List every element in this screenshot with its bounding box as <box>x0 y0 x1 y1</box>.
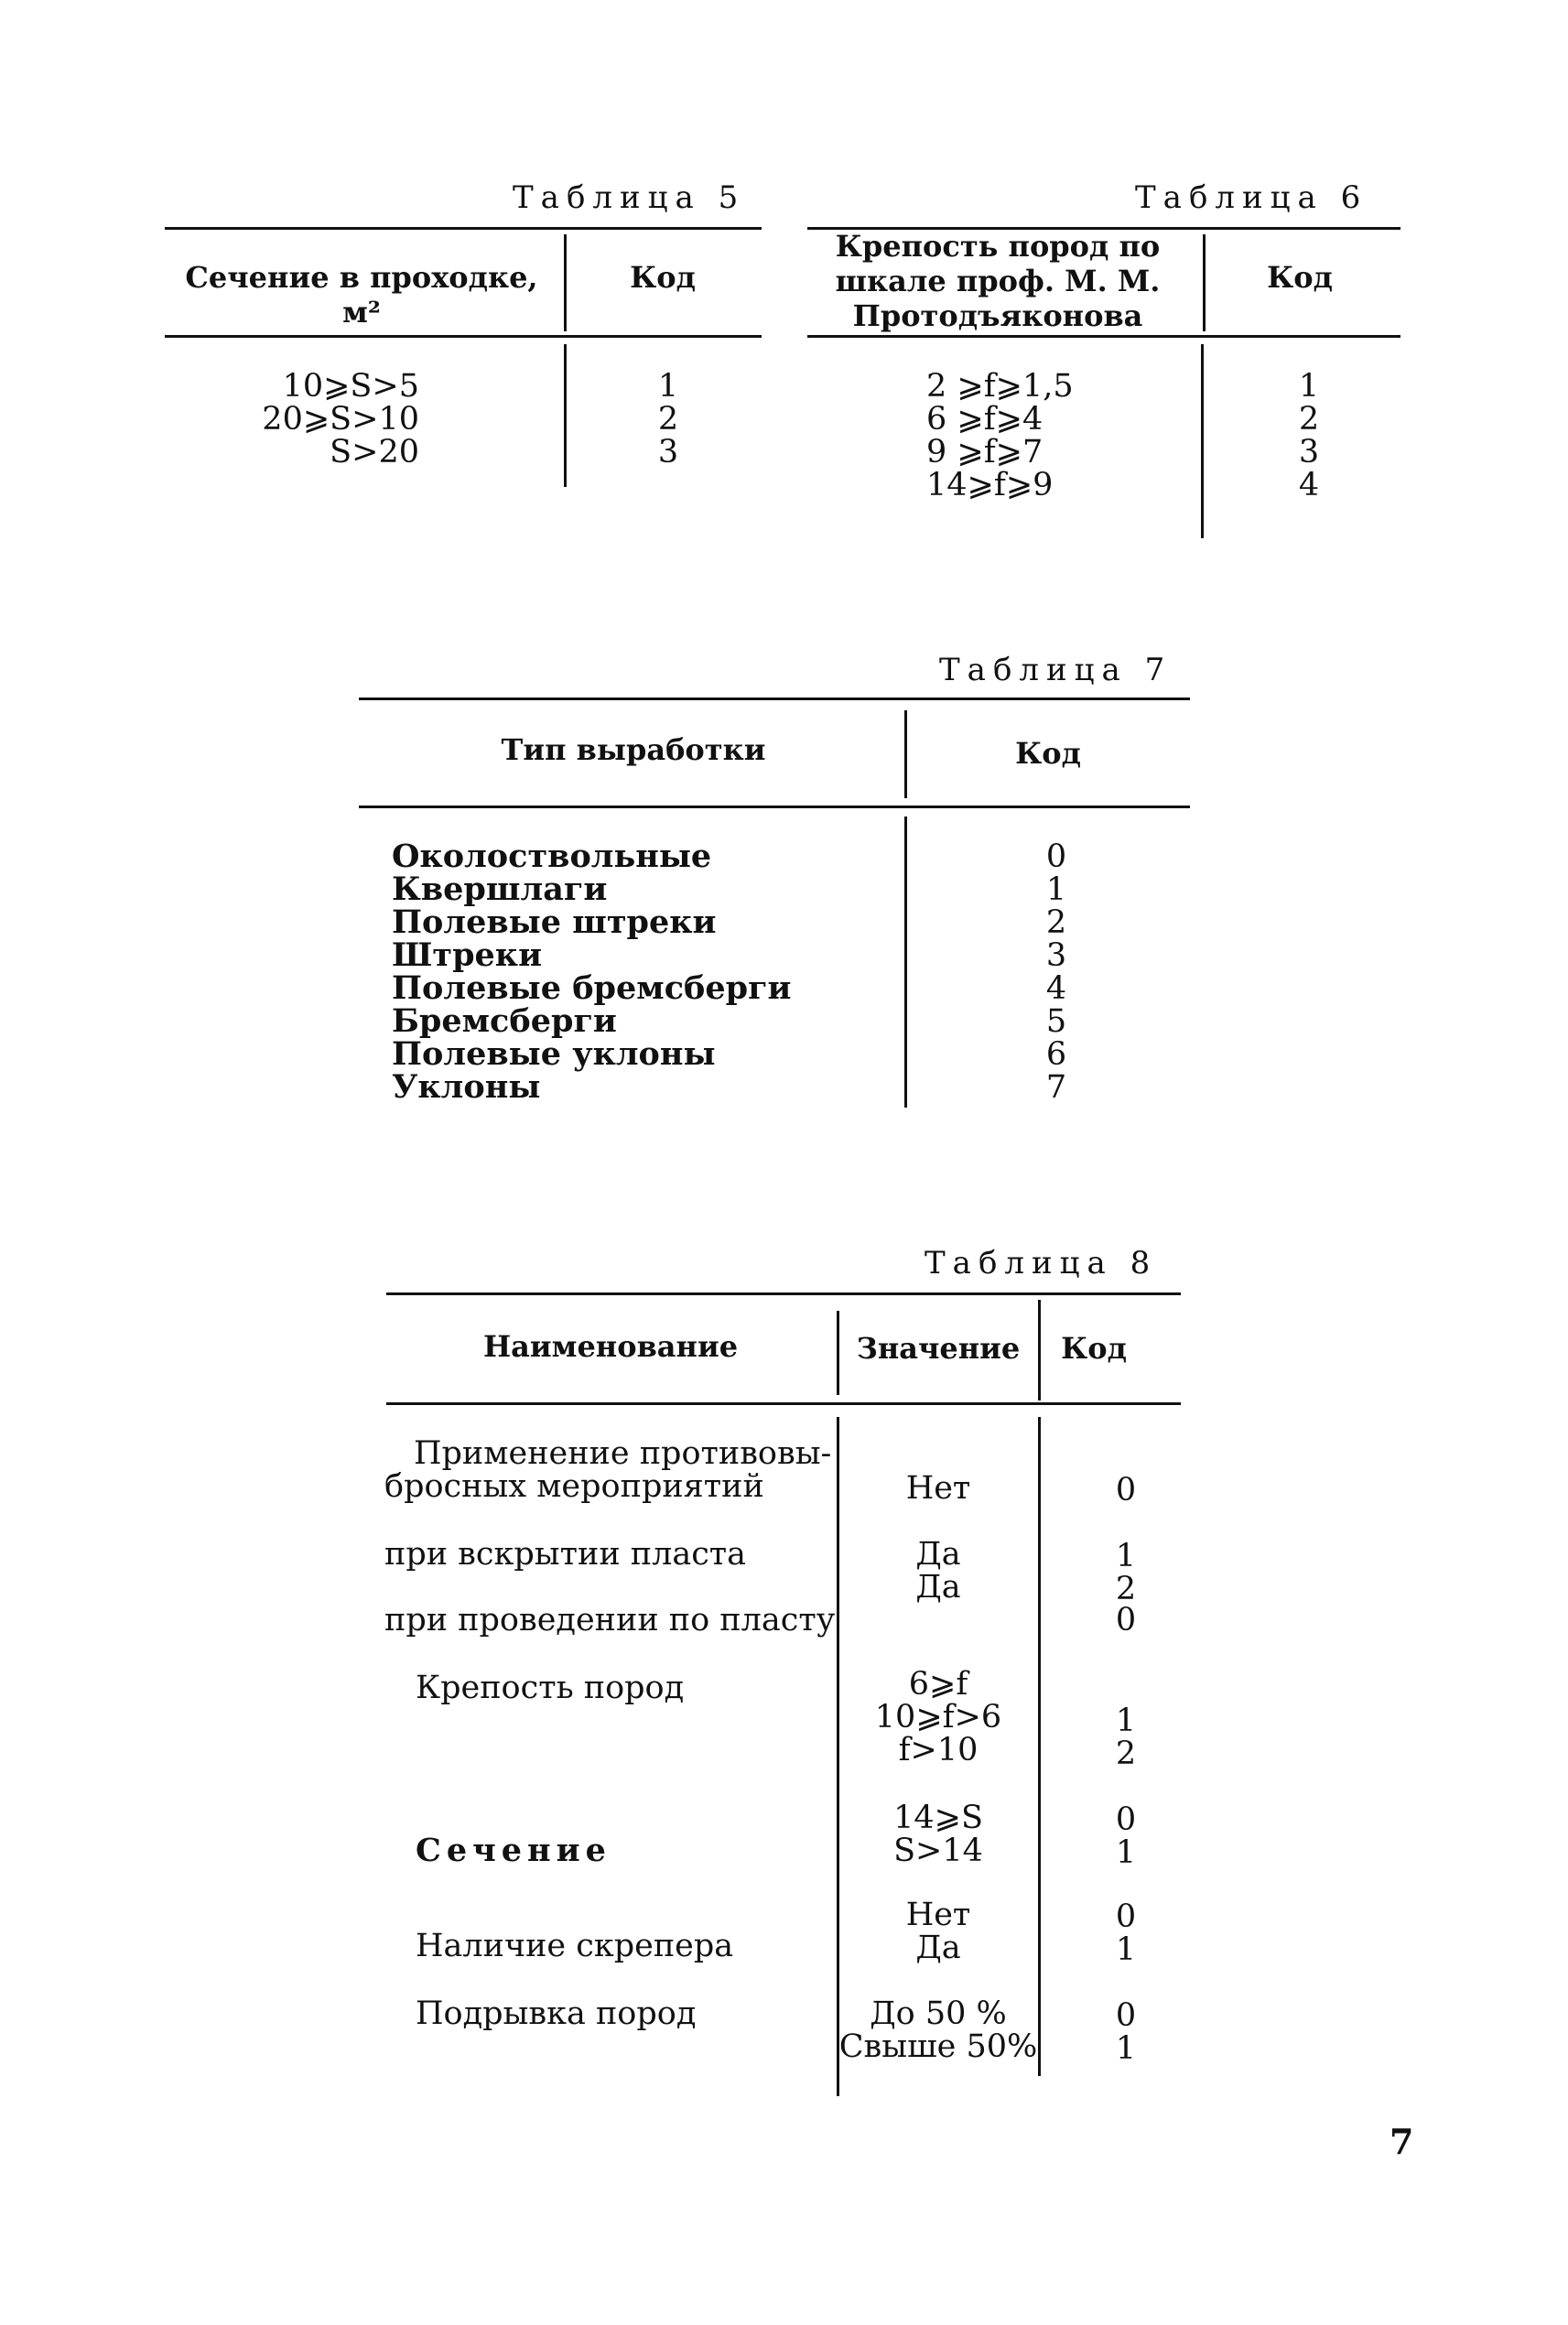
table8-header-divider <box>1038 1300 1041 1400</box>
table8-value-cell: Нет <box>905 1897 971 1933</box>
table5-section-cell: 20⩾S>10 <box>262 401 419 438</box>
table8-header-code: Код <box>1061 1331 1127 1366</box>
table5-header-rule <box>165 335 762 338</box>
table7-type-cell: Уклоны <box>392 1068 541 1106</box>
table8-value-cell: До 50 % <box>870 1995 1007 2032</box>
table7-code-cell: 2 <box>1045 904 1067 941</box>
table8-code-cell: 2 <box>1115 1736 1137 1772</box>
table5-code-column <box>641 370 696 469</box>
table7-title: Таблица 7 <box>939 652 1173 688</box>
table8-value-cell: Да <box>915 1536 961 1573</box>
table7-code-cell: 3 <box>1045 937 1067 974</box>
table7-type-cell: Бремсберги <box>392 1002 617 1040</box>
table8-name-cell: при вскрытии пласта <box>384 1536 747 1573</box>
table8-name-cell: при проведении по пласту <box>384 1602 836 1638</box>
table8-code-cell: 0 <box>1115 1801 1137 1838</box>
table6-code-cell: 3 <box>1298 434 1320 470</box>
table7-code-cell: 4 <box>1045 970 1067 1007</box>
table8-code-cell: 1 <box>1115 1834 1137 1871</box>
table5-header-divider <box>564 234 567 331</box>
table6-strength-cell: 6 ⩾f⩾4 <box>926 401 1044 438</box>
table6-strength-cell: 9 ⩾f⩾7 <box>926 434 1044 470</box>
table8-value-cell: 14⩾S <box>893 1800 983 1836</box>
table7-type-cell: Полевые уклоны <box>392 1035 716 1073</box>
table7-code-cell: 7 <box>1045 1069 1067 1106</box>
table8-code-cell: 2 <box>1115 1571 1137 1607</box>
table8-code-cell: 0 <box>1115 1997 1137 2034</box>
page-number: 7 <box>1390 2121 1414 2162</box>
table8-value-cell: 6⩾f <box>908 1666 968 1703</box>
table6-header-strength: Крепость пород по шкале проф. М. М. Протодъяконова <box>835 229 1161 333</box>
table7-header-rule <box>359 806 1190 808</box>
table8-value-cell: Свыше 50% <box>838 2028 1038 2065</box>
table8-code-cell: 0 <box>1115 1602 1137 1638</box>
table5-section-column <box>220 370 419 469</box>
table7-code-column <box>1029 840 1084 1104</box>
table8-name-cell: бросных мероприятий <box>384 1468 764 1505</box>
table5-code-cell: 2 <box>657 401 679 438</box>
table5-body-divider <box>564 344 567 487</box>
table7-body-divider <box>904 816 907 1108</box>
table7-header-divider <box>904 710 907 798</box>
table8-value-cell: S>14 <box>893 1833 983 1869</box>
table5-top-rule <box>165 227 762 230</box>
table8-code-cell: 1 <box>1115 2030 1137 2067</box>
table8-value-cell: f>10 <box>898 1732 979 1768</box>
table5-title: Таблица 5 <box>513 179 746 216</box>
table6-title: Таблица 6 <box>1135 179 1368 216</box>
table6-body-divider <box>1201 344 1204 538</box>
table6-strength-column <box>926 370 1128 502</box>
table5-section-cell: 10⩾S>5 <box>282 368 419 405</box>
table8-title: Таблица 8 <box>925 1245 1158 1281</box>
table7-type-cell: Околоствольные <box>392 838 712 875</box>
table7-type-cell: Полевые штреки <box>392 903 717 941</box>
table8-value-cell: Да <box>915 1569 961 1606</box>
table6-code-cell: 2 <box>1298 401 1320 438</box>
table7-code-cell: 6 <box>1045 1036 1067 1073</box>
table8-value-cell: Да <box>915 1930 961 1966</box>
table8-value-cell: 10⩾f>6 <box>874 1699 1002 1736</box>
table8-body-divider <box>837 1417 839 2096</box>
table7-type-cell: Квершлаги <box>392 871 608 908</box>
table6-header-divider <box>1203 234 1206 331</box>
table7-header-type: Тип выработки <box>501 732 766 767</box>
table7-code-cell: 1 <box>1045 871 1067 908</box>
table5-code-cell: 3 <box>657 434 679 470</box>
table8-code-cell: 0 <box>1115 1898 1137 1935</box>
table5-header-section: Сечение в проходке, м² <box>185 260 538 330</box>
table6-code-column <box>1281 370 1336 502</box>
table6-code-cell: 4 <box>1298 467 1320 503</box>
table8-name-cell: Наличие скрепера <box>416 1928 734 1964</box>
table8-header-divider <box>837 1311 839 1395</box>
table8-header-name: Наименование <box>482 1329 739 1364</box>
table5-section-cell: S>20 <box>330 434 419 470</box>
table6-strength-cell: 2 ⩾f⩾1,5 <box>926 368 1074 405</box>
table5-code-cell: 1 <box>657 368 679 405</box>
table8-code-cell: 1 <box>1115 1703 1137 1739</box>
table8-header-value: Значение <box>856 1331 1021 1366</box>
table6-strength-cell: 14⩾f⩾9 <box>926 467 1054 503</box>
table7-type-cell: Полевые бремсберги <box>392 969 792 1007</box>
table8-name-cell: Применение противовы- <box>414 1435 832 1472</box>
table8-name-cell: Сечение <box>416 1832 611 1869</box>
table7-top-rule <box>359 698 1190 700</box>
table8-name-cell: Крепость пород <box>416 1670 685 1706</box>
table5-header-code: Код <box>630 260 696 295</box>
table8-code-cell: 0 <box>1115 1472 1137 1509</box>
table8-name-cell: Подрывка пород <box>416 1995 697 2032</box>
table8-top-rule <box>386 1292 1181 1295</box>
table6-header-code: Код <box>1267 260 1333 295</box>
table7-type-cell: Штреки <box>392 936 543 974</box>
table7-code-cell: 5 <box>1045 1003 1067 1040</box>
table8-body-divider <box>1038 1417 1041 2076</box>
table8-code-cell: 1 <box>1115 1931 1137 1968</box>
table8-code-cell: 1 <box>1115 1538 1137 1574</box>
table8-header-rule <box>386 1402 1181 1405</box>
table8-value-cell: Нет <box>905 1470 971 1507</box>
table7-code-cell: 0 <box>1045 838 1067 875</box>
table6-header-rule <box>807 335 1400 338</box>
table7-header-code: Код <box>1015 736 1081 771</box>
table6-code-cell: 1 <box>1298 368 1320 405</box>
table7-type-column <box>392 840 886 1104</box>
